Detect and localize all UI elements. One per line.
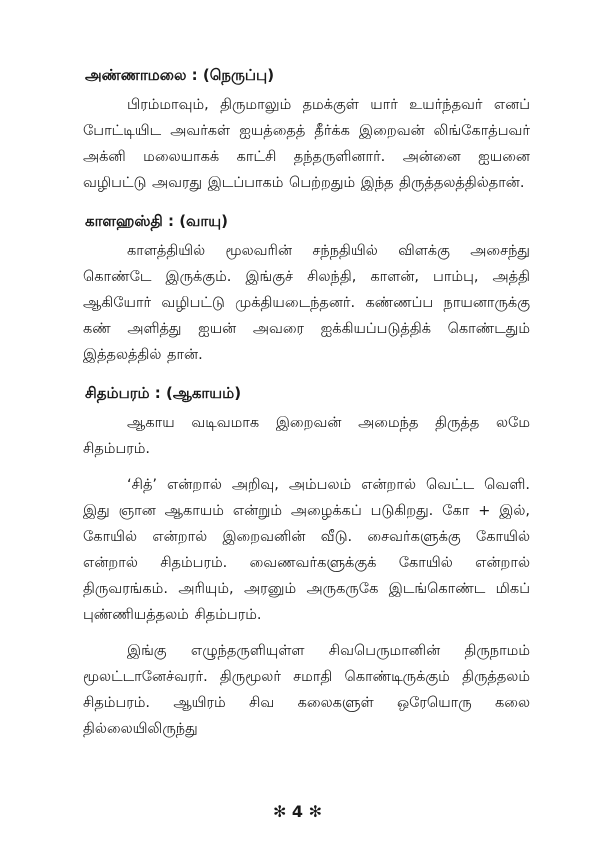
paragraph-chidambaram-1: ஆகாய வடிவமாக இறைவன் அமைந்த திருத்த லமே சிதம்பரம்.: [83, 415, 530, 457]
page-number: ✻ 4 ✻: [272, 802, 323, 821]
section-heading-annamalai: அண்ணாமலை : (நெருப்பு): [85, 66, 275, 84]
section-heading-chidambaram: சிதம்பரம் : (ஆகாயம்): [85, 384, 242, 402]
section-heading-kalahasti: காளஹஸ்தி : (வாயு): [85, 212, 228, 230]
paragraph-chidambaram-3: இங்கு எழுந்தருளியுள்ள சிவபெருமானின் திருநாமம் மூலட்டானேச்வரர். திருமூலர் சமாதி கொண்டிருக்கும் திருத்தலம் சிதம்பரம். ஆயிரம் சிவ கலைகளுள் ஒரேயொரு கலை தில்லையிலிருந்து: [83, 643, 530, 737]
paragraph-annamalai: பிரம்மாவும், திருமாலும் தமக்குள் யார் உயர்ந்தவர் எனப் போட்டியிட அவர்கள் ஐயத்தைத் தீர்க்க இறைவன் லிங்கோத்பவர் அக்னி மலையாகக் காட்சி தந்தருளினார். அன்னை ஐயனை வழிபட்டு அவரது இடப்பாகம் பெற்றதும் இந்த திருத்தலத்தில்தான்.: [83, 97, 530, 191]
paragraph-kalahasti: காளத்தியில் மூலவரின் சந்நதியில் விளக்கு அசைந்து கொண்டே இருக்கும். இங்குச் சிலந்தி, காளன், பாம்பு, அத்தி ஆகியோர் வழிபட்டு முக்தியடைந்தனர். கண்ணப்ப நாயனாருக்கு கண் அளித்து ஐயன் அவரை ஐக்கியப்படுத்திக் கொண்டதும் இத்தலத்தில் தான்.: [83, 243, 530, 363]
page-content: [83, 64, 530, 752]
paragraph-chidambaram-2: ‘சித்’ என்றால் அறிவு, அம்பலம் என்றால் வெட்ட வெளி. இது ஞான ஆகாயம் என்றும் அழைக்கப் படுகிறது. கோ + இல், கோயில் என்றால் இறைவனின் வீடு. சைவர்களுக்கு கோயில் என்றால் சிதம்பரம். வைணவர்களுக்குக் கோயில் என்றால் திருவரங்கம். அரியும், அரனும் அருகருகே இடங்கொண்ட மிகப் புண்ணியத்தலம் சிதம்பரம்.: [83, 477, 530, 623]
